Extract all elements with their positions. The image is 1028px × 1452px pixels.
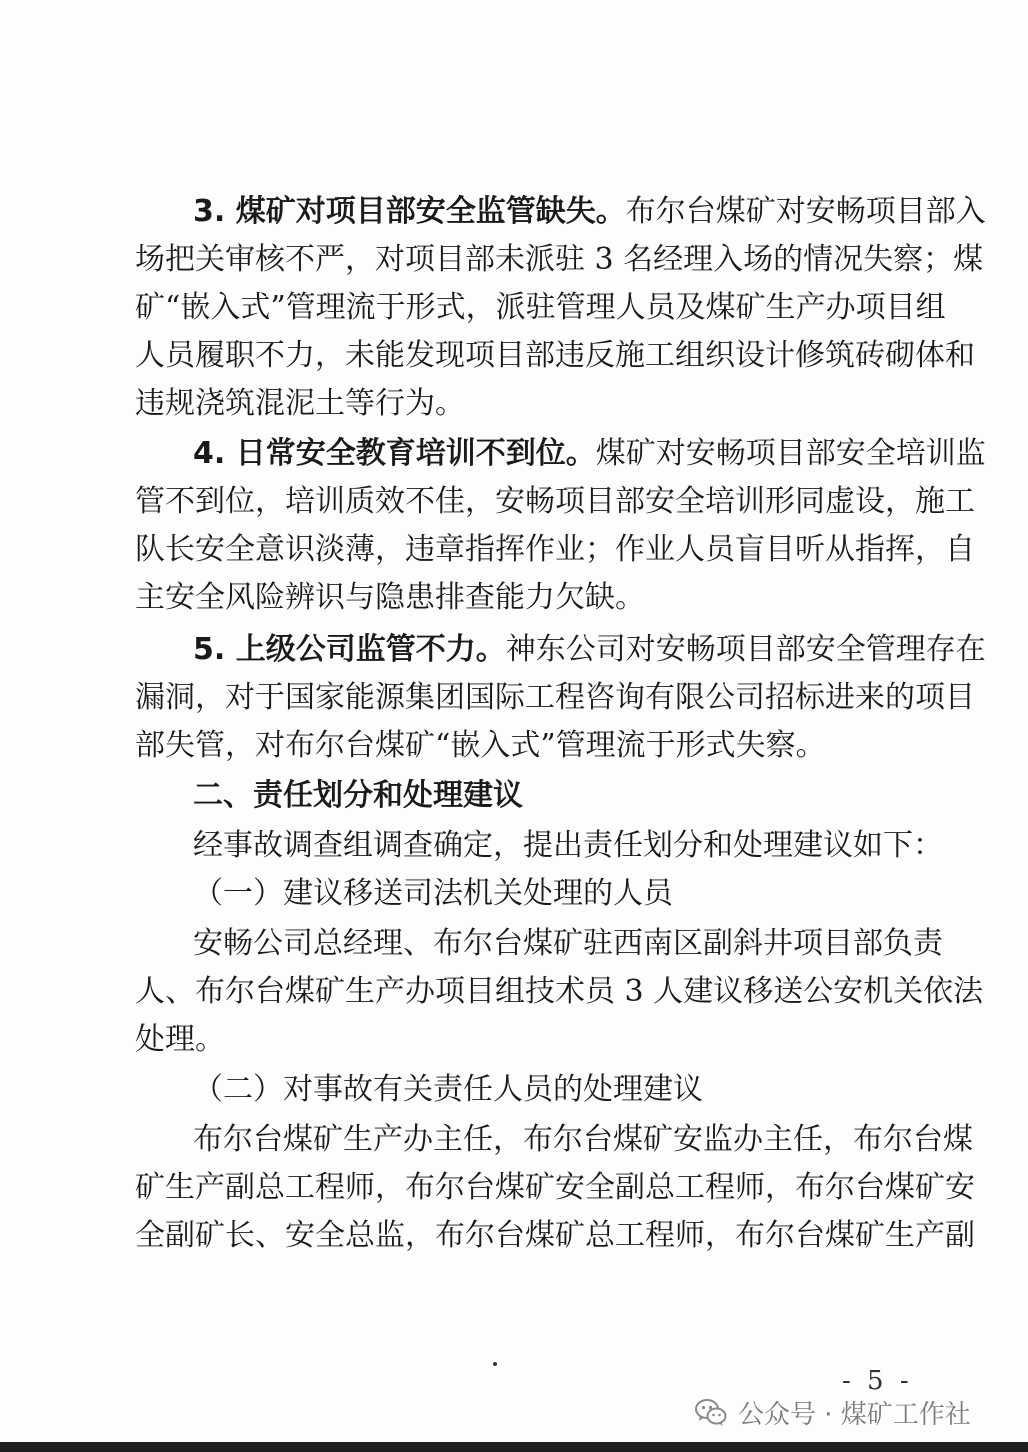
paragraph-5-line-2: 漏洞，对于国家能源集团国际工程咨询有限公司招标进来的项目 [135,680,975,715]
paragraph-4-line-1 [193,434,986,474]
subsection-1-line-3: 处理。 [135,1022,225,1057]
section-2-intro: 经事故调查组调查确定，提出责任划分和处理建议如下： [193,828,943,863]
paragraph-4-line-3: 队长安全意识淡薄，违章指挥作业；作业人员盲目听从指挥，自 [135,532,975,567]
subsection-1-title: （一）建议移送司法机关处理的人员 [193,876,673,911]
paragraph-5-line-1-text: 神东公司对安畅项目部安全管理存在 [505,632,986,667]
paragraph-3-line-5: 违规浇筑混泥土等行为。 [135,386,465,421]
subsection-2-line-1: 布尔台煤矿生产办主任，布尔台煤矿安监办主任，布尔台煤 [193,1122,973,1157]
paragraph-4-line-4: 主安全风险辨识与隐患排查能力欠缺。 [135,580,645,615]
watermark-text: 公众号 · 煤矿工作社 [738,1399,971,1430]
paragraph-3-line-2: 场把关审核不严，对项目部未派驻 3 名经理入场的情况失察；煤 [135,242,984,277]
paragraph-3-heading: 3. 煤矿对项目部安全监管缺失。 [193,194,626,229]
subsection-2-line-3: 全副矿长、安全总监，布尔台煤矿总工程师，布尔台煤矿生产副 [135,1218,975,1253]
page-number: - 5 - [842,1366,913,1396]
paragraph-5-heading: 5. 上级公司监管不力。 [193,632,506,667]
print-speck [493,1362,497,1366]
paragraph-4-line-2: 管不到位，培训质效不佳，安畅项目部安全培训形同虚设，施工 [135,484,975,519]
paragraph-5-line-1 [193,630,986,670]
watermark [694,1392,971,1432]
paragraph-3-line-1 [193,192,986,232]
paragraph-3-line-1-text: 布尔台煤矿对安畅项目部入 [625,194,986,229]
paragraph-4-line-1-text: 煤矿对安畅项目部安全培训监 [595,436,986,471]
paragraph-4-heading: 4. 日常安全教育培训不到位。 [193,436,596,471]
subsection-1-line-1: 安畅公司总经理、布尔台煤矿驻西南区副斜井项目部负责 [193,926,943,961]
bottom-edge-bar [0,1442,1028,1452]
subsection-2-line-2: 矿生产副总工程师，布尔台煤矿安全副总工程师，布尔台煤矿安 [135,1170,975,1205]
wechat-icon [694,1395,728,1429]
paragraph-3-line-4: 人员履职不力，未能发现项目部违反施工组织设计修筑砖砌体和 [135,338,975,373]
subsection-2-title: （二）对事故有关责任人员的处理建议 [193,1072,703,1107]
subsection-1-line-2: 人、布尔台煤矿生产办项目组技术员 3 人建议移送公安机关依法 [135,974,984,1009]
paragraph-5-line-3: 部失管，对布尔台煤矿“嵌入式”管理流于形式失察。 [135,728,826,763]
section-2-title: 二、责任划分和处理建议 [193,778,523,813]
paragraph-3-line-3: 矿“嵌入式”管理流于形式，派驻管理人员及煤矿生产办项目组 [135,290,946,325]
